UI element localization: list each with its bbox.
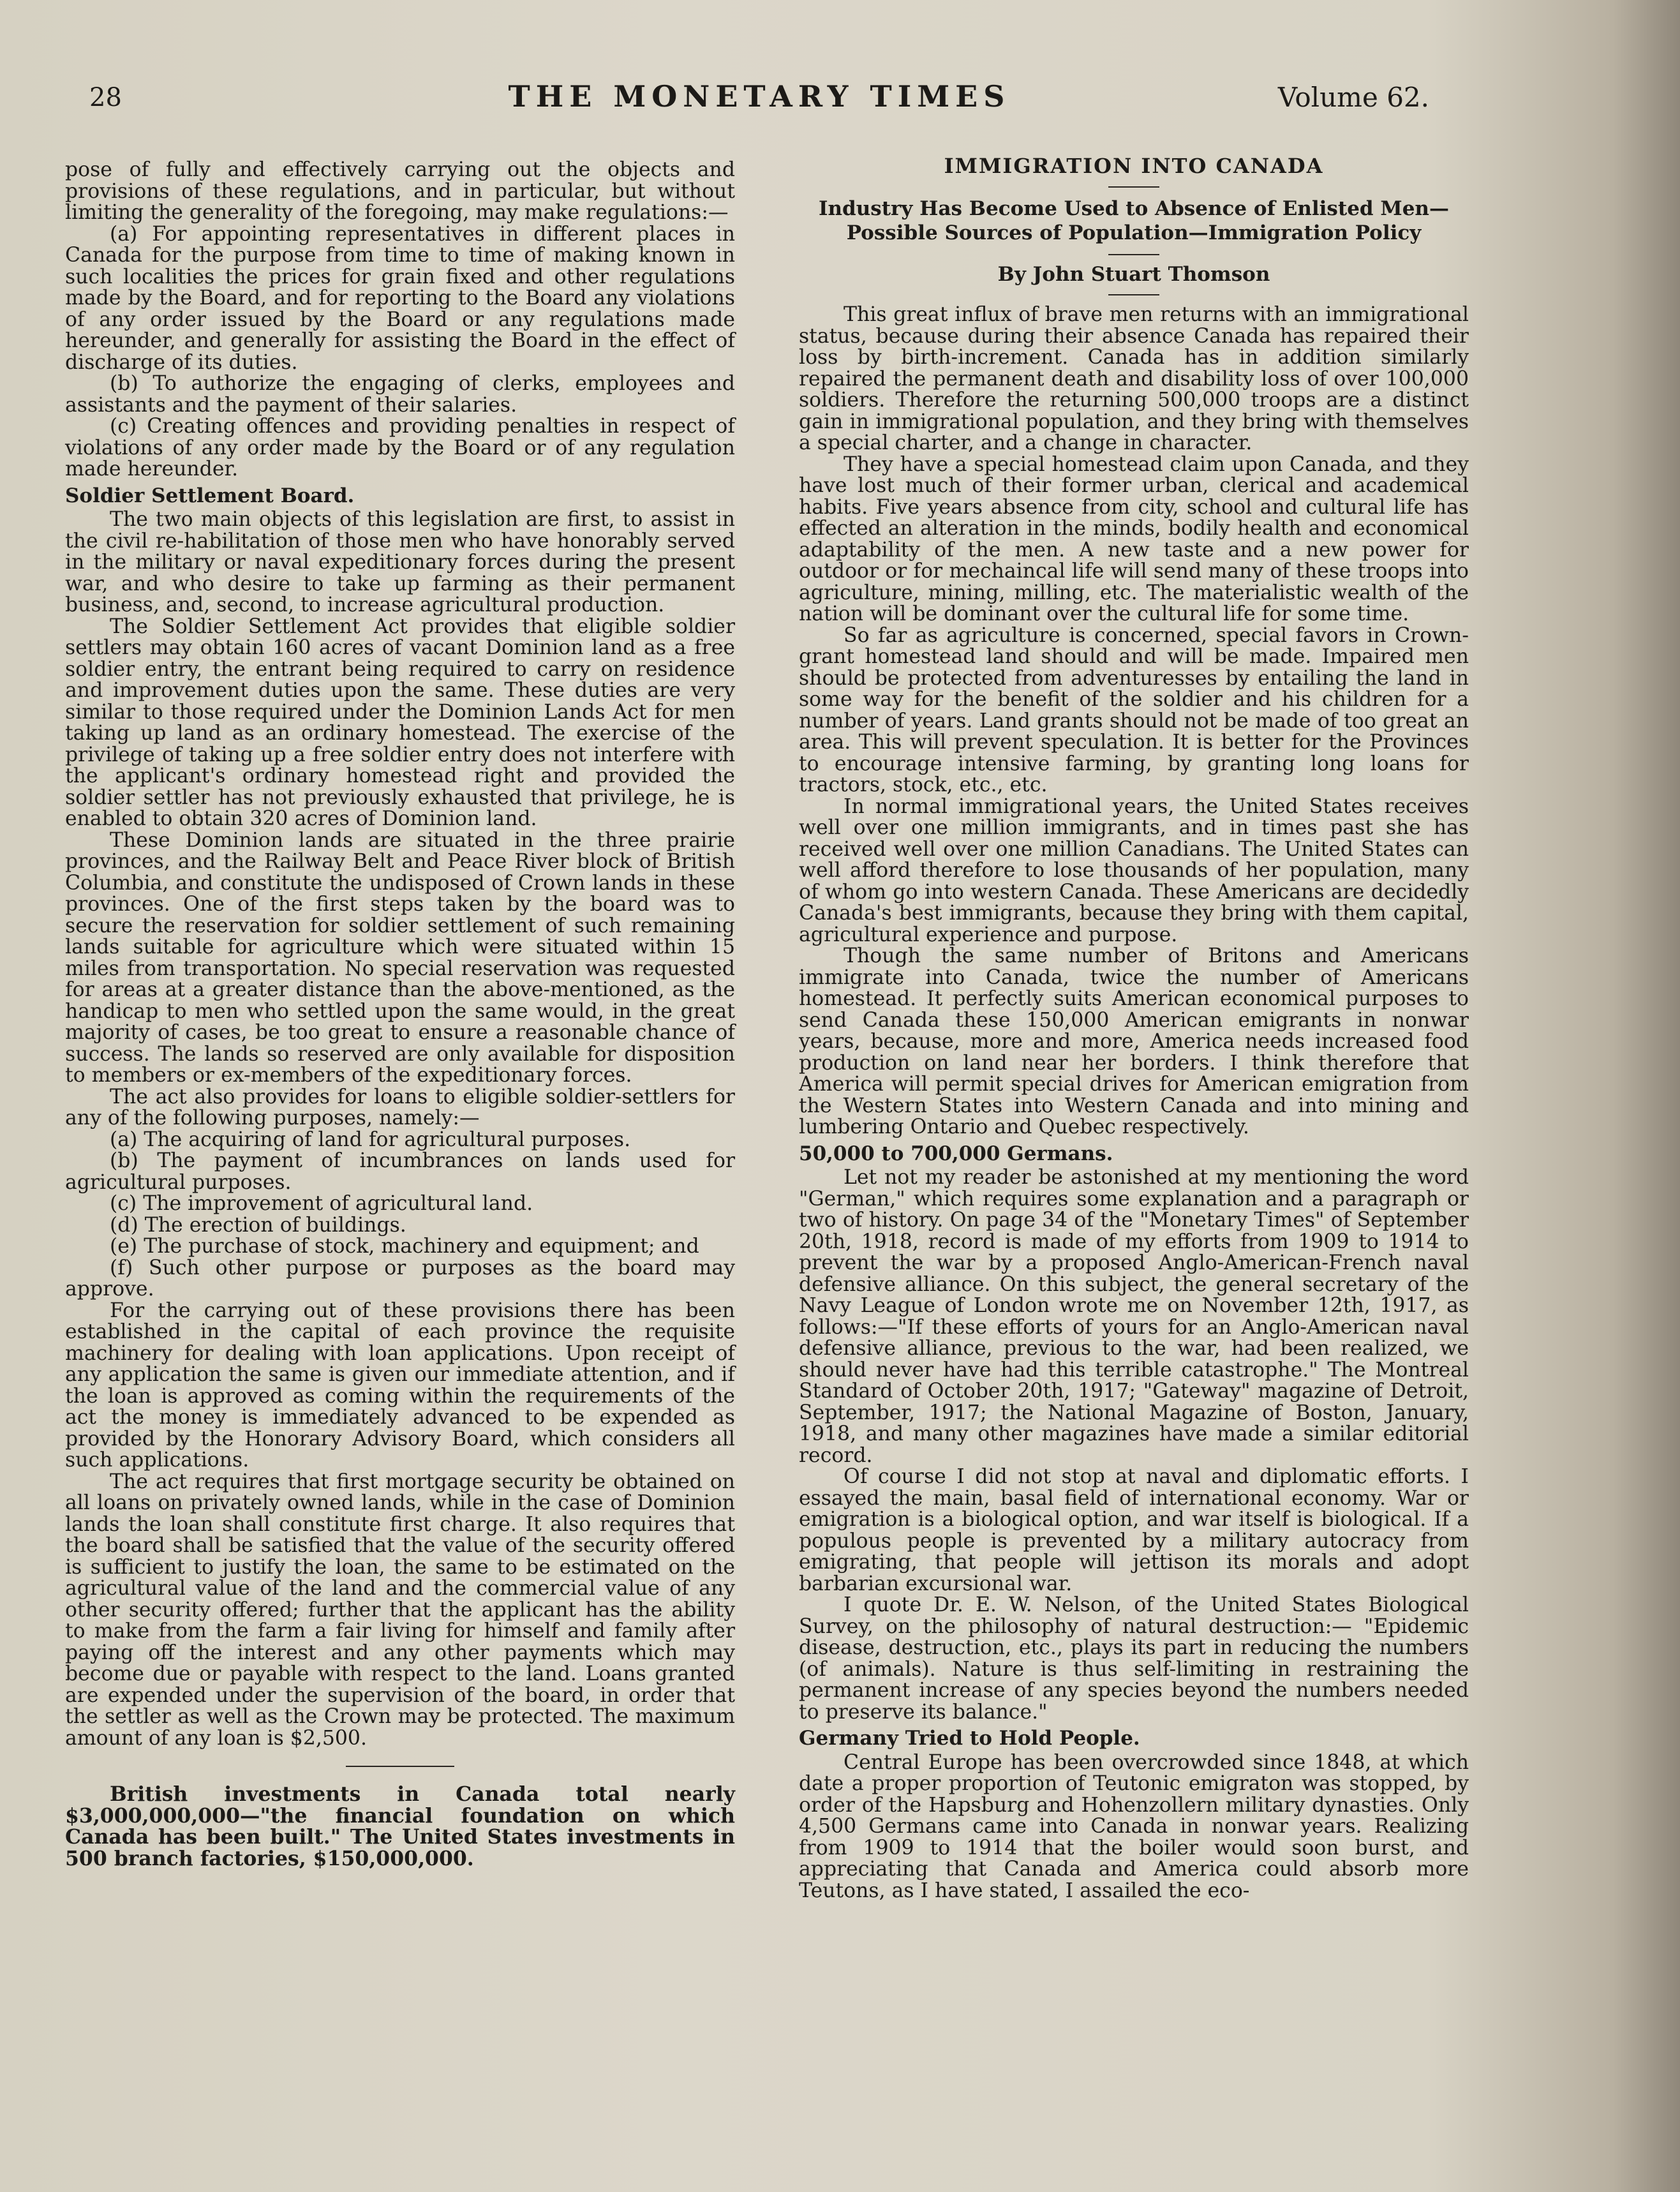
list-item: (a) For appointing representatives in different places in Canada for the purpose from time to time of making known in such localities the prices for grain fixed and other regulations made by the Board, and for reporting to the Board any violations of any order issued by the Board or any regulations made hereunder, and generally for assisting the Board in the effect of discharge of its duties.: [65, 222, 735, 374]
paragraph: The act also provides for loans to eligible soldier-settlers for any of the following purposes, namely:—: [65, 1085, 735, 1130]
article-subtitle: Industry Has Become Used to Absence of Enlisted Men— Possible Sources of Population—Immigration Policy: [819, 197, 1449, 244]
divider: [346, 1766, 454, 1767]
paragraph: Let not my reader be astonished at my mentioning the word "German," which requires some explanation and a paragraph or two of history. On page 34 of the "Monetary Times" of September 20th, 1918, record is made of my efforts from 1909 to 1914 to prevent the war by a proposed Anglo-American-French naval defensive alliance. On this subject, the general secretary of the Navy League of London wrote me on November 12th, 1917, as follows:—"If these efforts of yours for an Anglo-American naval defensive alliance, previous to the war, had been realized, we should never have had this terrible catastrophe." The Montreal Standard of October 20th, 1917; "Gateway" magazine of Detroit, September, 1917; the National Magazine of Boston, January, 1918, and many other magazines have made a similar editorial record.: [799, 1166, 1469, 1467]
investment-note: British investments in Canada total nearly $3,000,000,000—"the financial foundation on which Canada has been built." The United States investments in 500 branch factories, $150,000,000.: [65, 1782, 735, 1870]
page-number: 28: [89, 83, 122, 112]
section-heading: Germany Tried to Hold People.: [799, 1727, 1140, 1750]
divider: [1108, 186, 1159, 188]
section-heading: Soldier Settlement Board.: [65, 484, 355, 507]
list-item: (b) To authorize the engaging of clerks, employees and assistants and the payment of their salaries.: [65, 372, 735, 417]
list-item: (c) Creating offences and providing penalties in respect of violations of any order made by the Board or of any regulation made hereunder.: [65, 415, 735, 481]
paragraph: These Dominion lands are situated in the three prairie provinces, and the Railway Belt and Peace River block of British Columbia, and constitute the undisposed of Crown lands in these provinces. One of the first steps taken by the board was to secure the reservation for soldier settlement of such remaining lands suitable for agriculture which were situated within 15 miles from transportation. No special reservation was requested for areas at a greater distance than the above-mentioned, as the handicap to men who settled upon the same would, in the great majority of cases, be too great to ensure a reasonable chance of success. The lands so reserved are only available for disposition to members or ex-members of the expeditionary forces.: [65, 828, 735, 1087]
publication-title: THE MONETARY TIMES: [508, 79, 1011, 114]
paragraph: The Soldier Settlement Act provides that eligible soldier settlers may obtain 160 acres of vacant Dominion land as a free soldier entry, the entrant being required to carry on residence and improvement duties upon the same. These duties are very similar to those required under the Dominion Lands Act for men taking up land as an ordinary homestead. The exercise of the privilege of taking up a free soldier entry does not interfere with the applicant's ordinary homestead right and provided the soldier settler has not previously exhausted that privilege, he is enabled to obtain 320 acres of Dominion land.: [65, 615, 735, 830]
paragraph: I quote Dr. E. W. Nelson, of the United States Biological Survey, on the philosophy of natural destruction:— "Epidemic disease, destruction, etc., plays its part in reducing the numbers (of animals). Nature is thus self-limiting in restraining the permanent increase of any species beyond the numbers needed to preserve its balance.": [799, 1593, 1469, 1724]
paragraph: In normal immigrational years, the United States receives well over one million immigrants, and in times past she has received well over one million Canadians. The United States can well afford therefore to lose thousands of her population, many of whom go into western Canada. These Americans are decidedly Canada's best immigrants, because they bring with them capital, agricultural experience and purpose.: [799, 794, 1469, 946]
paragraph: They have a special homestead claim upon Canada, and they have lost much of their former urban, clerical and academical habits. Five years absence from city, school and cultural life has effected an alteration in the minds, bodily health and economical adaptability of the men. A new taste and a new power for outdoor or for mechaincal life will send many of these troops into agriculture, mining, milling, etc. The materialistic wealth of the nation will be dominant over the cultural life for some time.: [799, 452, 1469, 625]
section-heading: 50,000 to 700,000 Germans.: [799, 1142, 1113, 1165]
byline: By John Stuart Thomson: [997, 262, 1270, 286]
paragraph: For the carrying out of these provisions there has been established in the capital of each province the requisite machinery for dealing with loan applications. Upon receipt of any application the same is given our immediate attention, and if the loan is approved as coming within the requirements of the act the money is immediately advanced to be expended as provided by the Honorary Advisory Board, which considers all such applications.: [65, 1299, 735, 1472]
left-column: [65, 160, 735, 1869]
list-item: (b) The payment of incumbrances on lands used for agricultural purposes.: [65, 1149, 735, 1194]
divider: [1108, 294, 1159, 295]
article-title: IMMIGRATION INTO CANADA: [944, 154, 1324, 178]
right-column: [799, 154, 1469, 1902]
paragraph: Central Europe has been overcrowded since 1848, at which date a proper proportion of Teutonic emigraton was stopped, by order of the Hapsburg and Hohenzollern military dynasties. Only 4,500 Germans came into Canada in nonwar years. Realizing from 1909 to 1914 that the boiler would soon burst, and appreciating that Canada and America could absorb more Teutons, as I have stated, I assailed the eco-: [799, 1750, 1469, 1902]
paragraph: The act requires that first mortgage security be obtained on all loans on privately owned lands, while in the case of Dominion lands the loan shall constitute first charge. It also requires that the board shall be satisfied that the value of the security offered is sufficient to justify the loan, the same to be estimated on the agricultural value of the land and the commercial value of any other security offered; further that the applicant has the ability to make from the farm a fair living for himself and family after paying off the interest and any other payments which may become due or payable with respect to the land. Loans granted are expended under the supervision of the board, in order that the settler as well as the Crown may be protected. The maximum amount of any loan is $2,500.: [65, 1470, 735, 1750]
paragraph: Though the same number of Britons and Americans immigrate into Canada, twice the number of Americans homestead. It perfectly suits American economical purposes to send Canada these 150,000 American emigrants in nonwar years, because, more and more, America needs increased food production on land near her borders. I think therefore that America will permit special drives for American emigration from the Western States into Western Canada and into mining and lumbering Ontario and Quebec respectively.: [799, 944, 1469, 1138]
list-item: (a) The acquiring of land for agricultural purposes.: [110, 1128, 631, 1151]
volume-label: Volume 62.: [1277, 82, 1429, 113]
paragraph: pose of fully and effectively carrying out the objects and provisions of these regulations, and in particular, but without limiting the generality of the foregoing, may make regulations:—: [65, 158, 735, 224]
paragraph: The two main objects of this legislation are first, to assist in the civil re-habilitation of those men who have honorably served in the military or naval expeditionary forces during the present war, and who desire to take up farming as their permanent business, and, second, to increase agricultural production.: [65, 508, 735, 616]
page-header: [89, 75, 1429, 120]
divider: [1108, 254, 1159, 255]
list-item: (d) The erection of buildings.: [110, 1213, 406, 1237]
list-item: (c) The improvement of agricultural land.: [110, 1192, 533, 1215]
paragraph: So far as agriculture is concerned, special favors in Crown-grant homestead land should and will be made. Impaired men should be protected from adventuresses by entailing the land in some way for the benefit of the soldier and his children for a number of years. Land grants should not be made of too great an area. This will prevent speculation. It is better for the Provinces to encourage intensive farming, by granting long loans for tractors, stock, etc., etc.: [799, 623, 1469, 796]
paragraph: Of course I did not stop at naval and diplomatic efforts. I essayed the main, basal field of international economy. War or emigration is a biological option, and war itself is biological. If a populous people is prevented by a military autocracy from emigrating, that people will jettison its morals and adopt barbarian excursional war.: [799, 1465, 1469, 1595]
paragraph: This great influx of brave men returns with an immigrational status, because during their absence Canada has repaired their loss by birth-increment. Canada has in addition similarly repaired the permanent death and disability loss of over 100,000 soldiers. Therefore the returning 500,000 troops are a distinct gain in immigrational population, and they bring with themselves a special charter, and a change in character.: [799, 303, 1469, 454]
list-item: (f) Such other purpose or purposes as the board may approve.: [65, 1256, 735, 1301]
list-item: (e) The purchase of stock, machinery and equipment; and: [110, 1235, 699, 1258]
